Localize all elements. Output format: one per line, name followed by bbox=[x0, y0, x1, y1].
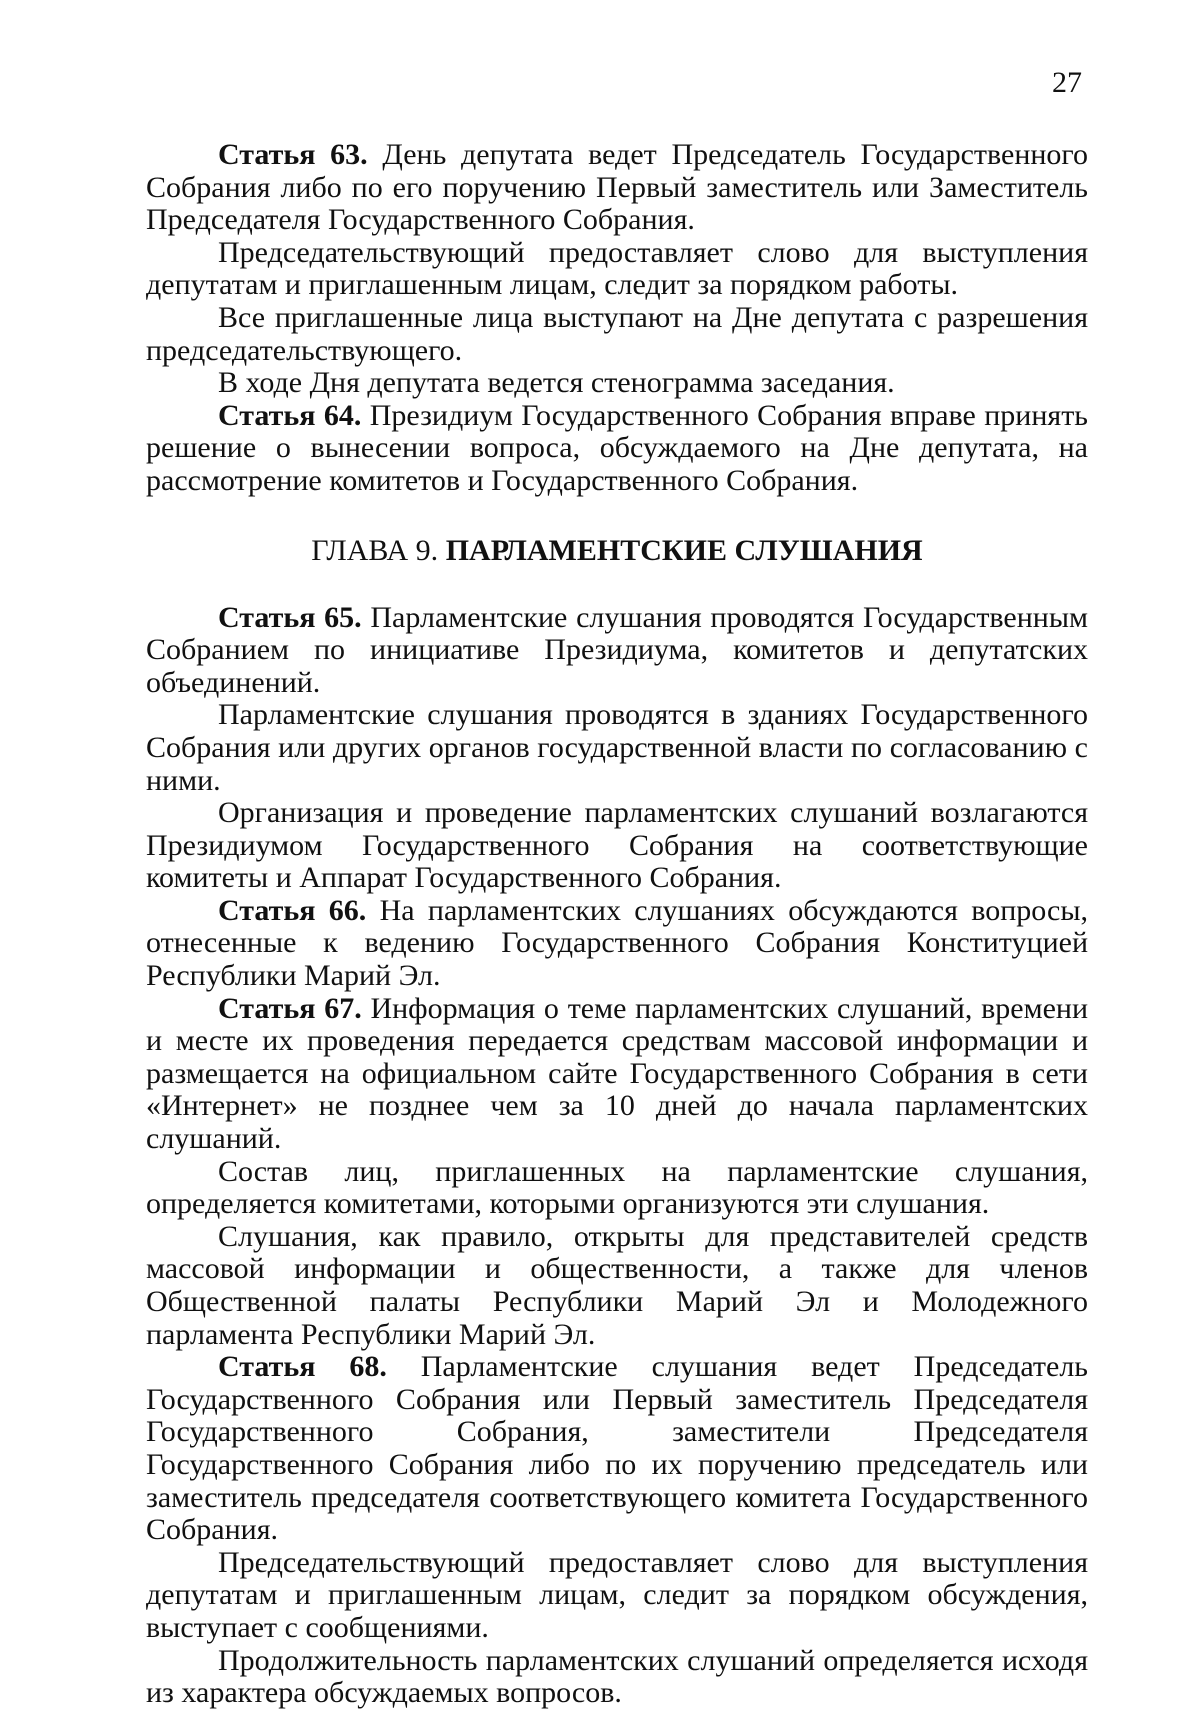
paragraph bbox=[146, 1645, 1088, 1710]
article-paragraph bbox=[146, 400, 1088, 498]
paragraph bbox=[146, 1547, 1088, 1645]
article-label: Статья 67. bbox=[218, 991, 362, 1025]
paragraph bbox=[146, 699, 1088, 797]
paragraph-text: Президиум Государственного Собрания вправе принять решение о вынесении вопроса, обсуждаемого на Дне депутата, на рассмотрение комитетов и Государственного Собрания. bbox=[146, 398, 1088, 497]
article-label: Статья 68. bbox=[218, 1350, 387, 1384]
paragraph-text: Председательствующий предоставляет слово для выступления депутатам и приглашенным лицам, следит за порядком обсуждения, выступает с сообщениями. bbox=[146, 1545, 1088, 1644]
paragraph bbox=[146, 797, 1088, 895]
article-label: Статья 64. bbox=[218, 398, 362, 432]
section-after-chapter bbox=[146, 602, 1088, 1710]
paragraph-text: День депутата ведет Председатель Государственного Собрания либо по его поручению Первый заместитель или Заместитель Председателя Государственного Собрания. bbox=[146, 138, 1088, 237]
document-body bbox=[146, 139, 1088, 1710]
paragraph-text: Организация и проведение парламентских слушаний возлагаются Президиумом Государственного Собрания на соответствующие комитеты и Аппарат Государственного Собрания. bbox=[146, 796, 1088, 895]
paragraph-text: Слушания, как правило, открыты для представителей средств массовой информации и общественности, а также для членов Общественной палаты Республики Марий Эл и Молодежного парламента Республики Марий Эл. bbox=[146, 1219, 1088, 1351]
paragraph-text: В ходе Дня депутата ведется стенограмма заседания. bbox=[218, 366, 895, 400]
paragraph-text: Информация о теме парламентских слушаний, времени и месте их проведения передается средствам массовой информации и размещается на официальном сайте Государственного Собрания в сети «Интернет» не позднее чем за 10 дней до начала парламентских слушаний. bbox=[146, 991, 1088, 1156]
section-before-chapter bbox=[146, 139, 1088, 498]
article-paragraph bbox=[146, 993, 1088, 1156]
paragraph bbox=[146, 302, 1088, 367]
article-label: Статья 66. bbox=[218, 893, 367, 927]
paragraph-text: Состав лиц, приглашенных на парламентские слушания, определяется комитетами, которыми организуются эти слушания. bbox=[146, 1154, 1088, 1221]
article-label: Статья 63. bbox=[218, 138, 368, 171]
paragraph-text: Все приглашенные лица выступают на Дне депутата с разрешения председательствующего. bbox=[146, 300, 1088, 367]
paragraph-text: Парламентские слушания проводятся в зданиях Государственного Собрания или других органов государственной власти по согласованию с ними. bbox=[146, 698, 1088, 797]
chapter-heading bbox=[146, 534, 1088, 568]
paragraph-text: Продолжительность парламентских слушаний определяется исходя из характера обсуждаемых вопросов. bbox=[146, 1643, 1088, 1710]
article-paragraph bbox=[146, 895, 1088, 993]
article-label: Статья 65. bbox=[218, 600, 362, 634]
chapter-prefix: ГЛАВА 9. bbox=[311, 533, 446, 567]
article-paragraph bbox=[146, 602, 1088, 700]
paragraph bbox=[146, 1221, 1088, 1351]
chapter-title: ПАРЛАМЕНТСКИЕ СЛУШАНИЯ bbox=[445, 533, 923, 567]
paragraph bbox=[146, 237, 1088, 302]
paragraph-text: На парламентских слушаниях обсуждаются вопросы, отнесенные к ведению Государственного Собрания Конституцией Республики Марий Эл. bbox=[146, 893, 1088, 993]
article-paragraph bbox=[146, 139, 1088, 237]
article-paragraph bbox=[146, 1351, 1088, 1547]
page-number: 27 bbox=[1052, 66, 1082, 99]
paragraph-text: Председательствующий предоставляет слово для выступления депутатам и приглашенным лицам, следит за порядком работы. bbox=[146, 235, 1088, 302]
paragraph bbox=[146, 1156, 1088, 1221]
paragraph-text: Парламентские слушания проводятся Государственным Собранием по инициативе Президиума, комитетов и депутатских объединений. bbox=[146, 600, 1088, 699]
paragraph-text: Парламентские слушания ведет Председатель Государственного Собрания или Первый заместитель Председателя Государственного Собрания, заместители Председателя Государственного Собрания либо по их поручению председатель или заместитель председателя соответствующего комитета Государственного Собрания. bbox=[146, 1350, 1088, 1547]
paragraph bbox=[146, 367, 1088, 400]
